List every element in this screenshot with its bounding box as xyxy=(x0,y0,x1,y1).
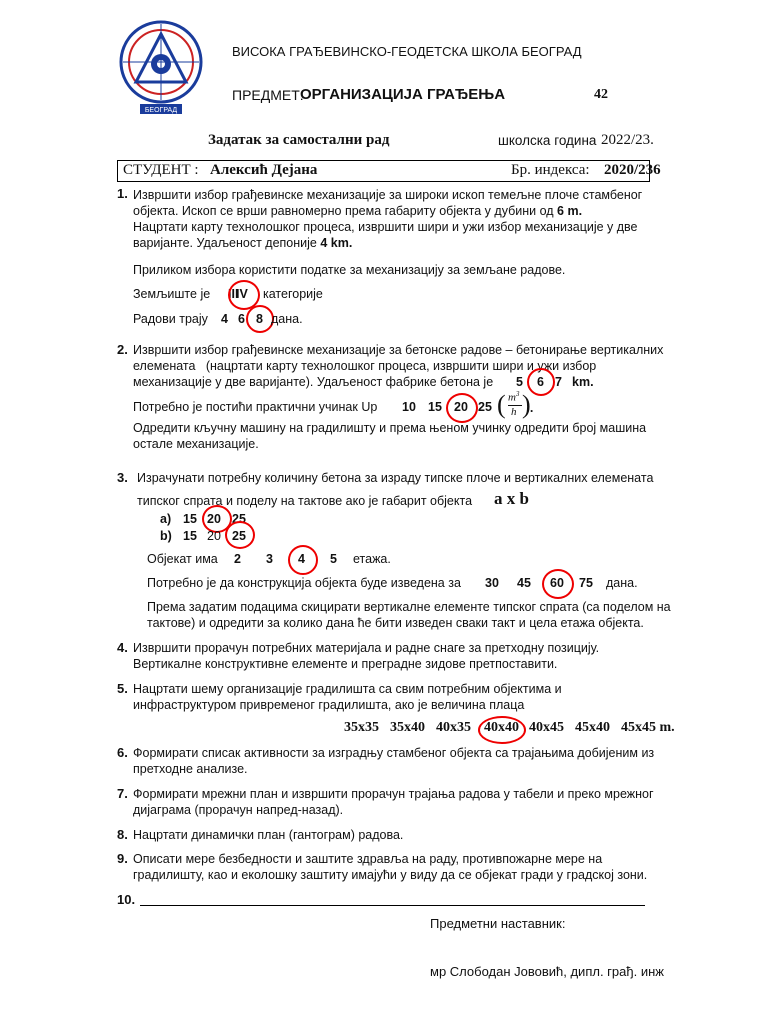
item-2-line-3: механизације у две варијанте). Удаљеност фабрике бетона је xyxy=(133,375,494,389)
item-7-number: 7. xyxy=(117,786,128,801)
school-logo xyxy=(118,12,204,120)
selection-circle xyxy=(542,569,574,599)
item-1-line-3: Нацртати карту технолошког процеса, извршити шири и ужи избор механизације у две xyxy=(133,220,638,234)
selection-circle xyxy=(478,716,526,744)
soil-option-iv: IV xyxy=(236,287,248,301)
plot-size-option-selected: 40x40 xyxy=(484,720,519,735)
year-label: школска година xyxy=(498,133,597,148)
distance-unit: km. xyxy=(572,375,594,389)
floors-tail: етажа. xyxy=(353,552,391,566)
distance-option-7: 7 xyxy=(555,375,562,389)
distance-option-5: 5 xyxy=(516,375,523,389)
item-6-line-1: Формирати списак активности за изградњу стамбеног објекта са трајањима добијеним из xyxy=(133,746,655,760)
dim-a-option-25: 25 xyxy=(232,512,246,526)
dim-b-option-25: 25 xyxy=(232,529,246,543)
item-9-line-1: Описати мере безбедности и заштите здравља на раду, противпожарне мере на xyxy=(133,852,603,866)
item-2-line-7: остале механизације. xyxy=(133,437,259,451)
floors-label: Објекат има xyxy=(147,552,218,566)
dim-b-option-15: 15 xyxy=(183,529,197,543)
teacher-label: Предметни наставник: xyxy=(430,916,566,931)
days-tail: дана. xyxy=(606,576,638,590)
item-2-line-1: Извршити избор грађевинске механизације за бетонске радове – бетонирање вертикалних xyxy=(133,343,664,357)
plot-size-option: 45x40 xyxy=(575,720,610,735)
floors-option-4: 4 xyxy=(298,552,305,566)
floors-option-2: 2 xyxy=(234,552,241,566)
item-3-line-5: Према задатим подацима скицирати вертикалне елементе типског спрата (са поделом на xyxy=(147,600,671,614)
plot-size-option: 45x45 m. xyxy=(621,720,675,735)
selection-circle xyxy=(246,305,274,333)
floors-option-3: 3 xyxy=(266,552,273,566)
output-option-25: 25 xyxy=(478,400,492,414)
selection-circle xyxy=(225,521,255,549)
subject-title: ОРГАНИЗАЦИЈА ГРАЂЕЊА xyxy=(300,86,506,103)
logo-text: БЕОГРАД xyxy=(144,107,178,114)
item-6-line-2: претходне анализе. xyxy=(133,762,248,776)
dimension-axb: a x b xyxy=(494,489,529,508)
item-1-line-5: Приликом избора користити податке за механизацију за земљане радове. xyxy=(133,263,566,277)
item-1-number: 1. xyxy=(117,186,128,201)
dim-a-option-15: 15 xyxy=(183,512,197,526)
item-4-line-1: Извршити прорачун потребних материјала и радне снаге за претходну позицију. xyxy=(133,641,600,655)
soil-tail: категорије xyxy=(263,287,323,301)
item-9-line-2: градилишту, као и еколошку заштиту имајући у виду да се објекат гради у градској зони. xyxy=(133,868,648,882)
days-option-75: 75 xyxy=(579,576,593,590)
item-2-number: 2. xyxy=(117,342,128,357)
item-8-line-1: Нацртати динамички план (гантограм) радова. xyxy=(133,828,404,842)
output-unit: ( $m^3$ h ) . xyxy=(497,390,534,419)
item-3-number: 3. xyxy=(117,470,128,485)
item-4-number: 4. xyxy=(117,640,128,655)
output-option-20: 20 xyxy=(454,400,468,414)
task-number: 42 xyxy=(594,87,608,102)
item-9-number: 9. xyxy=(117,851,128,866)
school-year: 2022/23. xyxy=(601,132,654,148)
dim-a-option-20: 20 xyxy=(207,512,221,526)
item-3-line-1: Израчунати потребну количину бетона за израду типске плоче и вертикалних елемената xyxy=(137,471,654,485)
floors-option-5: 5 xyxy=(330,552,337,566)
index-label: Бр. индекса: xyxy=(511,162,590,178)
item-3-line-6: тактове) и одредити за колико дана ће бити изведен сваки такт и цела етажа објекта. xyxy=(147,616,644,630)
student-label: СТУДЕНТ : xyxy=(123,162,199,178)
dim-b-option-20: 20 xyxy=(207,529,221,543)
duration-option-4: 4 xyxy=(221,312,228,326)
item-3-line-2: типског спрата и поделу на тактове ако је габарит објекта xyxy=(137,494,473,508)
item-10-number: 10. xyxy=(117,892,136,907)
output-option-10: 10 xyxy=(402,400,416,414)
dim-b-label: b) xyxy=(160,529,172,543)
blank-line xyxy=(140,905,645,906)
item-2-line-2: елемената (нацртати карту технолошког процеса, извршити шири и ужи избор xyxy=(133,359,597,373)
selection-circle xyxy=(288,545,318,575)
item-4-line-2: Вертикалне конструктивне елементе и преградне зидове претпоставити. xyxy=(133,657,558,671)
duration-tail: дана. xyxy=(271,312,303,326)
plot-size-option: 35x35 xyxy=(344,720,379,735)
item-6-number: 6. xyxy=(117,745,128,760)
school-name: ВИСОКА ГРАЂЕВИНСКО-ГЕОДЕТСКА ШКОЛА БЕОГРАД xyxy=(232,44,582,59)
output-option-15: 15 xyxy=(428,400,442,414)
days-option-45: 45 xyxy=(517,576,531,590)
item-5-line-1: Нацртати шему организације градилишта са свим потребним објектима и xyxy=(133,682,562,696)
dim-a-label: a) xyxy=(160,512,172,526)
teacher-name: мр Слободан Јововић, дипл. грађ. инж xyxy=(430,964,664,979)
days-option-30: 30 xyxy=(485,576,499,590)
soil-label: Земљиште је xyxy=(133,287,211,301)
item-1-line-1: Извршити избор грађевинске механизације за широки ископ темељне плоче стамбеног xyxy=(133,188,643,202)
task-title: Задатак за самостални рад xyxy=(208,132,390,148)
duration-label: Радови трају xyxy=(133,312,208,326)
soil-option-iii: III xyxy=(228,287,239,301)
index-number: 2020/236 xyxy=(604,162,661,178)
item-5-line-2: инфраструктуром привременог градилишта, ако је величина плаца xyxy=(133,698,525,712)
output-label: Потребно је постићи практични учинак Up xyxy=(133,400,378,414)
item-2-line-6: Одредити кључну машину на градилишту и према њеном учинку одредити број машина xyxy=(133,421,647,435)
item-1-line-4: варијанте. Удаљеност депоније 4 km. xyxy=(133,236,353,250)
duration-option-8: 8 xyxy=(256,312,263,326)
plot-size-option: 40x35 xyxy=(436,720,471,735)
item-8-number: 8. xyxy=(117,827,128,842)
distance-option-6: 6 xyxy=(537,375,544,389)
item-5-number: 5. xyxy=(117,681,128,696)
plot-size-option: 40x45 xyxy=(529,720,564,735)
duration-option-6: 6 xyxy=(238,312,245,326)
student-name: Алексић Дејана xyxy=(210,162,318,178)
item-7-line-2: дијаграма (прорачун напред-назад). xyxy=(133,803,344,817)
selection-circle xyxy=(446,393,478,423)
days-label: Потребно је да конструкција објекта буде изведена за xyxy=(147,576,461,590)
item-1-line-2: објекта. Ископ се врши равномерно према габариту објекта у дубини од 6 m. xyxy=(133,204,583,218)
subject-label: ПРЕДМЕТ: xyxy=(232,87,304,103)
item-7-line-1: Формирати мрежни план и извршити прорачун трајања радова у табели и преко мрежног xyxy=(133,787,654,801)
plot-size-option: 35x40 xyxy=(390,720,425,735)
days-option-60: 60 xyxy=(550,576,564,590)
